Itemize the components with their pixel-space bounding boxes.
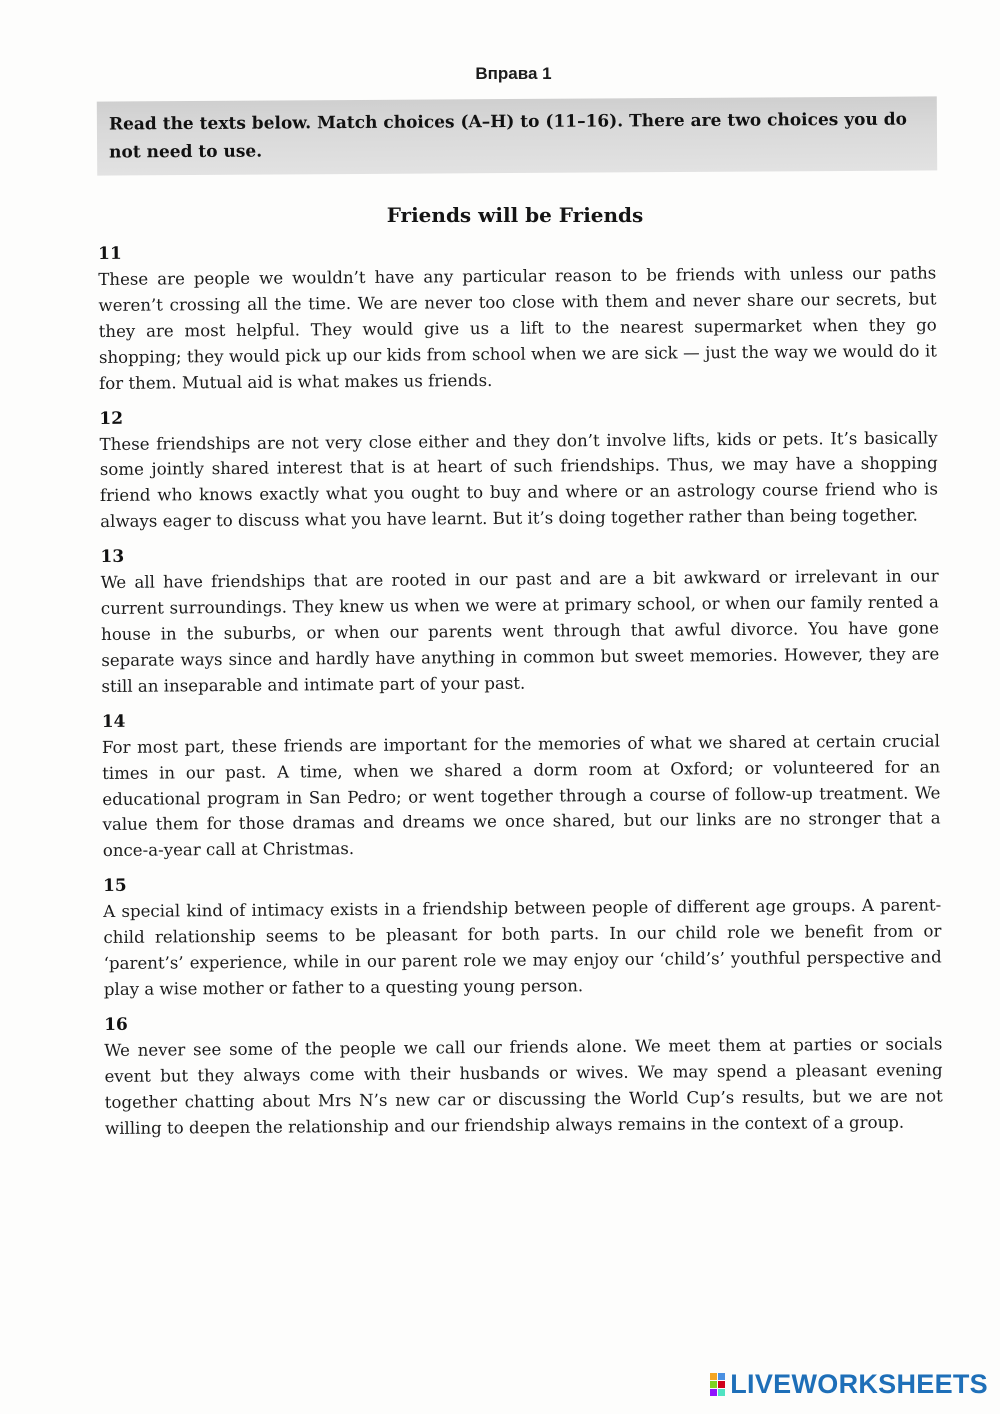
paragraph-text: A special kind of intimacy exists in a friendship between people of different age groups. A parent-child relationship seems to be pleasant for both parts. In our child role we benefit from or ‘parent’s’ experience, while in our parent role we may enjoy our ‘child’s’ youthful perspective and play a wise mother or father to a questing young person. <box>103 895 942 999</box>
liveworksheets-logo-icon <box>710 1373 725 1396</box>
story-title: Friends will be Friends <box>386 203 644 227</box>
logo-mark-cell <box>710 1373 717 1380</box>
paragraph-15 <box>103 867 942 1003</box>
paragraph-list <box>98 234 943 1150</box>
paragraph-number: 11 <box>98 243 122 264</box>
paragraph-14 <box>102 702 941 864</box>
paragraph-number: 12 <box>99 408 124 429</box>
paragraph-number: 13 <box>100 546 125 568</box>
exercise-label: Вправа 1 <box>475 64 552 83</box>
logo-mark-cell <box>718 1381 725 1388</box>
paragraph-16 <box>104 1005 943 1141</box>
liveworksheets-logo[interactable] <box>710 1369 988 1400</box>
paragraph-text: These friendships are not very close either and they don’t involve lifts, kids or pets. It’s basically some jointly shared interest that is at heart of such friendships. Thus, we may have a shopping friend who knows exactly what you ought to buy and where or an astrology course friend who is always eager to discuss what you have learnt. But it’s doing together rather than being together. <box>99 427 939 532</box>
paragraph-number: 14 <box>101 711 126 732</box>
instruction-text: Read the texts below. Match choices (A–H) to (11–16). There are two choices you do not need to use. <box>108 109 908 163</box>
paragraph-text: We never see some of the people we call our friends alone. We meet them at parties or socials event but they always come with their husbands or wives. We may spend a pleasant evening together chatting about Mrs N’s new car or discussing the World Cup’s results, but we are not willing to deepen the relationship and our friendship always remains in the context of a group. <box>104 1034 943 1138</box>
paragraph-text: We all have friendships that are rooted in our past and are a bit awkward or irrelevant in our current surroundings. They knew us when we were at primary school, or when our family rented a house in the suburbs, or when our parents went through that awful divorce. You have gone separate ways since and hardly have anything in common but sweet memories. However, they are still an inseparable and intimate part of your past. <box>100 566 940 696</box>
paragraph-number: 15 <box>102 876 127 897</box>
logo-mark-cell <box>710 1389 717 1396</box>
paragraph-text: These are people we wouldn’t have any particular reason to be friends with unless our paths weren’t crossing all the time. We are never too close with them and never share our secrets, but they are most helpful. They would give us a lift to the nearest supermarket when they go shopping; they would pick up our kids from school when we are sick — just the way we would do it for them. Mutual aid is what makes us friends. <box>98 263 937 393</box>
logo-mark-cell <box>710 1381 717 1388</box>
logo-mark-cell <box>718 1389 725 1396</box>
logo-text: LIVEWORKSHEETS <box>730 1369 988 1399</box>
paragraph-text: For most part, these friends are important for the memories of what we shared at certain crucial times in our past. A time, when we shared a dorm room at Oxford; or volunteered for an educational program in San Pedro; or went together through a course of follow-up treatment. We value them for those dramas and dreams we once shared, but our links are no stronger that a once-a-year call at Christmas. <box>101 731 941 861</box>
instruction-box <box>97 96 937 175</box>
paragraph-11 <box>98 234 937 396</box>
paragraph-number: 16 <box>104 1014 128 1035</box>
paragraph-13 <box>100 538 939 700</box>
paragraph-12 <box>99 399 938 535</box>
logo-mark-cell <box>718 1373 725 1380</box>
